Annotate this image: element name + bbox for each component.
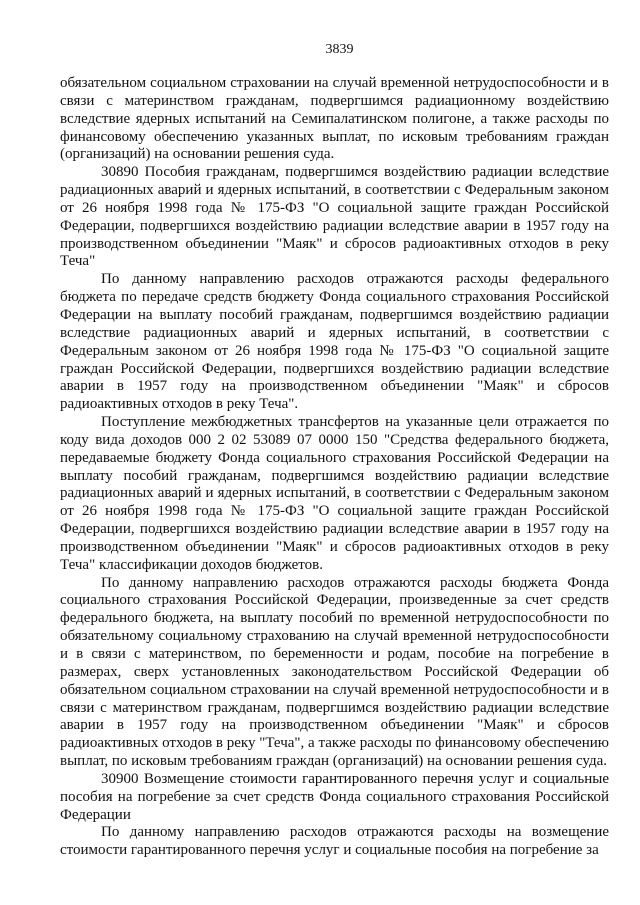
paragraph-expenditure-description: По данному направлению расходов отражаются расходы федерального бюджета по передаче средств бюджету Фонда социального страхования Российской Федерации на выплату пособий гражданам, подвергшимся воздействию радиации вследствие радиационных аварий и ядерных испытаний, в соответствии с Федеральным законом от 26 ноября 1998 года № 175-ФЗ "О социальной защите граждан Российской Федерации, подвергшихся воздействию радиации вследствие аварии в 1957 году на производственном объединении "Маяк" и сбросов радиоактивных отходов в реку Теча".: [60, 271, 609, 413]
paragraph-section-30890-heading: 30890 Пособия гражданам, подвергшимся воздействию радиации вследствие радиационных аварий и ядерных испытаний, в соответствии с Федеральным законом от 26 ноября 1998 года № 175-ФЗ "О социальной защите граждан Российской Федерации, подвергшихся воздействию радиации вследствие аварии в 1957 году на производственном объединении "Маяк" и сбросов радиоактивных отходов в реку Теча": [60, 164, 609, 270]
paragraph-section-30900-description: По данному направлению расходов отражаются расходы на возмещение стоимости гарантированного перечня услуг и социальные пособия на погребение за: [60, 824, 609, 859]
paragraph-section-30900-heading: 30900 Возмещение стоимости гарантированного перечня услуг и социальные пособия на погребение за счет средств Фонда социального страхования Российской Федерации: [60, 770, 609, 823]
paragraph-transfer-income-code: Поступление межбюджетных трансфертов на указанные цели отражается по коду вида доходов 000 2 02 53089 07 0000 150 "Средства федерального бюджета, передаваемые бюджету Фонда социального страхования Российской Федерации на выплату пособий гражданам, подвергшимся воздействию радиации вследствие радиационных аварий и ядерных испытаний, в соответствии с Федеральным законом от 26 ноября 1998 года № 175-ФЗ "О социальной защите граждан Российской Федерации, подвергшихся воздействию радиации вследствие аварии в 1957 году на производственном объединении "Маяк" и сбросов радиоактивных отходов в реку Теча" классификации доходов бюджетов.: [60, 414, 609, 573]
page-number: 3839: [325, 42, 354, 57]
paragraph-continuation: обязательном социальном страховании на случай временной нетрудоспособности и в связи с материнством гражданам, подвергшимся радиационному воздействию вследствие ядерных испытаний на Семипалатинском полигоне, а также расходы по финансовому обеспечению указанных выплат, по исковым требованиям граждан (организаций) на основании решения суда.: [60, 75, 609, 163]
paragraph-fund-expenditures: По данному направлению расходов отражаются расходы бюджета Фонда социального страхования Российской Федерации, произведенные за счет средств федерального бюджета, на выплату пособий по временной нетрудоспособности по обязательному социальному страхованию на случай временной нетрудоспособности и в связи с материнством, по беременности и родам, пособие на погребение в размерах, сверх установленных законодательством Российской Федерации об обязательном социальном страховании на случай временной нетрудоспособности и в связи с материнством гражданам, подвергшимся воздействию радиации вследствие аварии в 1957 году на производственном объединении "Маяк" и сбросов радиоактивных отходов в реку "Теча", а также расходы по финансовому обеспечению выплат, по исковым требованиям граждан (организаций) на основании решения суда.: [60, 574, 610, 770]
